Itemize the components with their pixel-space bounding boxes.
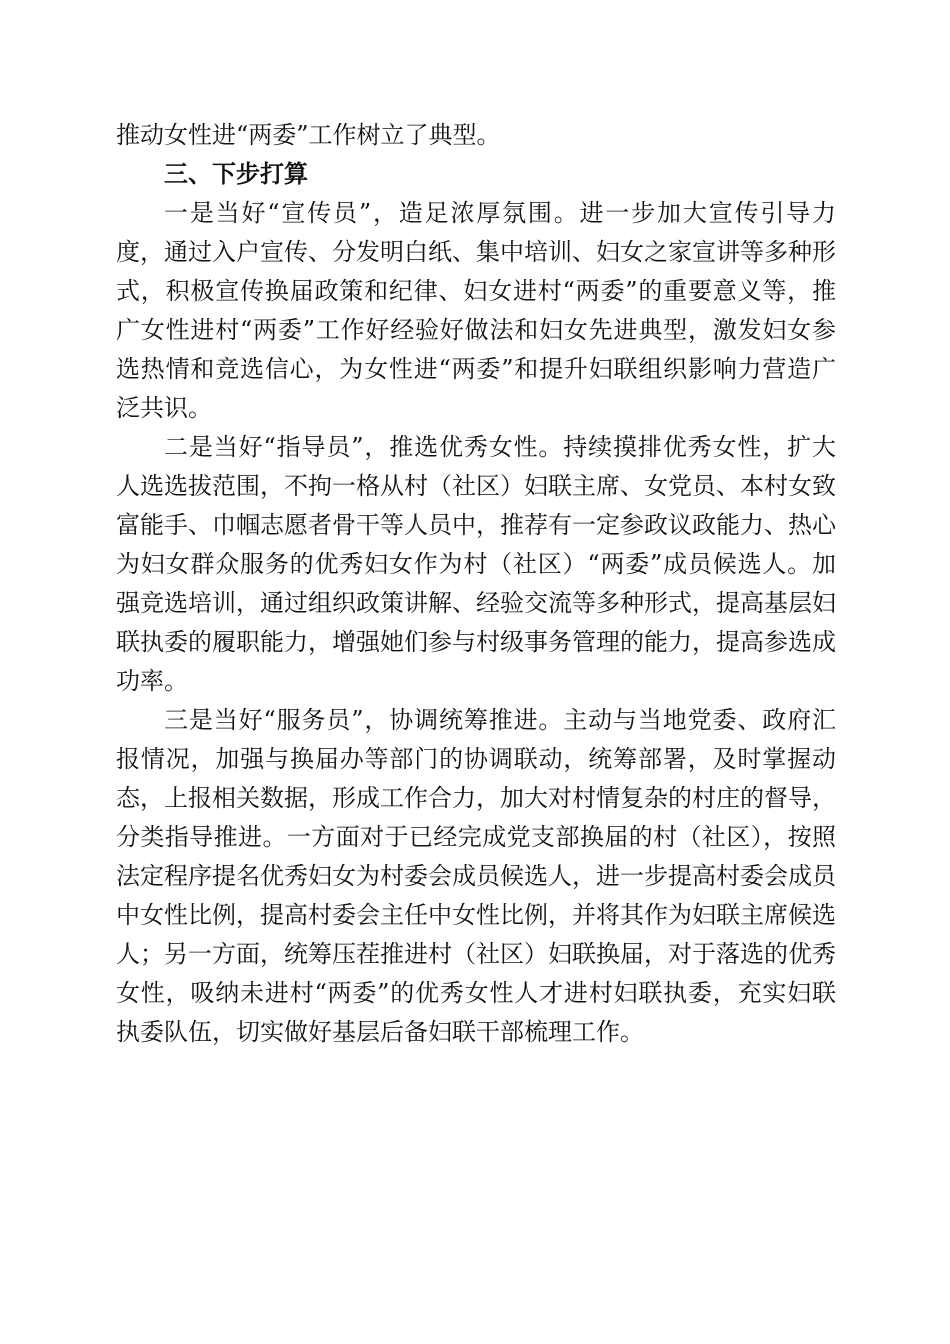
paragraph-service: 三是当好“服务员”，协调统筹推进。主动与当地党委、政府汇报情况，加强与换届办等部门的协调联动，统筹部署，及时掌握动态，上报相关数据，形成工作合力，加大对村情复杂的村庄的督导，分类指导推进。一方面对于已经完成党支部换届的村（社区），按照法定程序提名优秀妇女为村委会成员候选人，进一步提高村委会成员中女性比例，提高村委会主任中女性比例，并将其作为妇联主席候选人；另一方面，统筹压茬推进村（社区）妇联换届，对于落选的优秀女性，吸纳未进村“两委”的优秀女性人才进村妇联执委，充实妇联执委队伍，切实做好基层后备妇联干部梳理工作。 bbox=[116, 706, 836, 1046]
paragraph-guidance: 二是当好“指导员”，推选优秀女性。持续摸排优秀女性，扩大人选选拔范围，不拘一格从村（社区）妇联主席、女党员、本村女致富能手、巾帼志愿者骨干等人员中，推荐有一定参政议政能力、热心为妇女群众服务的优秀妇女作为村（社区）“两委”成员候选人。加强竞选培训，通过组织政策讲解、经验交流等多种形式，提高基层妇联执委的履职能力，增强她们参与村级事务管理的能力，提高参选成功率。 bbox=[116, 433, 836, 695]
document-page bbox=[116, 116, 836, 1052]
paragraph-publicity: 一是当好“宣传员”，造足浓厚氛围。进一步加大宣传引导力度，通过入户宣传、分发明白纸、集中培训、妇女之家宣讲等多种形式，积极宣传换届政策和纪律、妇女进村“两委”的重要意义等，推广女性进村“两委”工作好经验好做法和妇女先进典型，激发妇女参选热情和竞选信心，为女性进“两委”和提升妇联组织影响力营造广泛共识。 bbox=[116, 199, 836, 422]
section-heading: 三、下步打算 bbox=[164, 160, 308, 188]
continued-paragraph: 推动女性进“两委”工作树立了典型。 bbox=[116, 121, 501, 149]
